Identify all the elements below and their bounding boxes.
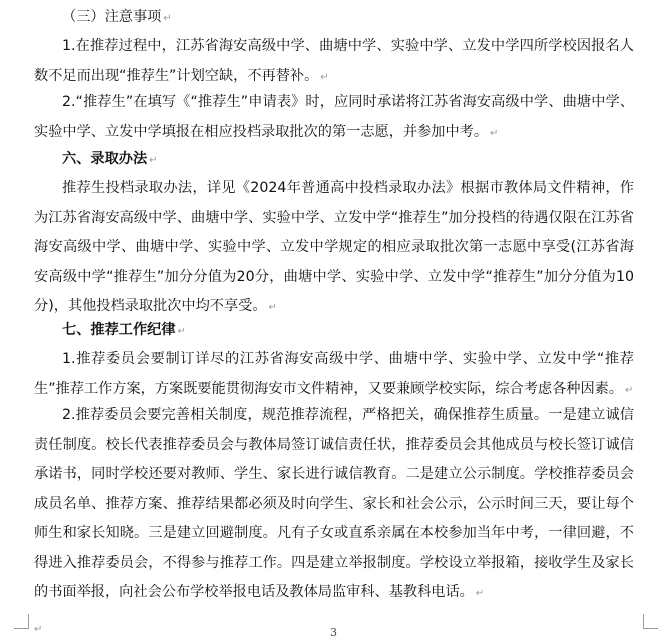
paragraph-mark-icon: ↵ [34,624,43,635]
notice-item-1-text: 1.在推荐过程中，江苏省海安高级中学、曲塘中学、实验中学、立发中学四所学校因报名人数不足而出现“推荐生”计划空缺，不再替补。 [34,38,634,84]
discipline-item-1-text: 1.推荐委员会要制订详尽的江苏省海安高级中学、曲塘中学、实验中学、立发中学“推荐生”推荐工作方案，方案既要能贯彻海安市文件精神，又要兼顾学校实际，综合考虑各种因素。 [34,351,634,397]
paragraph-mark-icon: ↵ [625,384,634,396]
discipline-item-2-text: 2.推荐委员会要完善相关制度，规范推荐流程，严格把关，确保推荐生质量。一是建立诚信责任制度。校长代表推荐委员会与教体局签订诚信责任状，推荐委员会其他成员与校长签订诚信承诺书，同时学校还要对教师、学生、家长进行诚信教育。二是建立公示制度。学校推荐委员会成员名单、推荐方案、推荐结果都必须及时向学生、家长和社会公示，公示时间三天，要让每个师生和家长知晓。三是建立回避制度。凡有子女或直系亲属在本校参加当年中考，一律回避，不得进入推荐委员会，不得参与推荐工作。四是建立举报制度。学校设立举报箱，接收学生及家长的书面举报，向社会公布学校举报电话及教体局监审科、基教科电话。 [34,407,634,600]
notice-item-2 [34,88,634,148]
paragraph-mark-icon: ↵ [490,127,499,139]
paragraph-mark-icon: ↵ [177,326,186,337]
paragraph-mark-icon: ↵ [475,588,485,599]
paragraph-mark-icon: ↵ [163,13,172,24]
section-title-admission [34,145,634,176]
page-number: 3 [330,626,337,639]
paragraph-mark-icon: ↵ [268,302,277,313]
paragraph-mark-icon: ↵ [149,155,158,166]
discipline-item-2 [34,401,634,609]
notice-item-1 [34,32,634,92]
section-title-admission-text: 六、录取办法 [62,151,148,167]
admission-paragraph [34,174,634,323]
discipline-item-1 [34,345,634,405]
admission-paragraph-text: 推荐生投档录取办法，详见《2024年普通高中投档录取办法》根据市教体局文件精神，作为江苏省海安高级中学、曲塘中学、实验中学、立发中学“推荐生”加分投档的待遇仅限在江苏省海安高级中学、曲塘中学、实验中学、立发中学规定的相应录取批次第一志愿中享受(江苏省海安高级中学“推荐生”加分分值为20分，曲塘中学、实验中学、立发中学“推荐生”加分分值为10分)，其他投档录取批次中均不享受。 [34,180,634,314]
subsection-title [34,3,634,34]
paragraph-mark-icon: ↵ [320,71,329,83]
subsection-title-text: （三）注意事项 [62,9,162,25]
section-title-discipline-text: 七、推荐工作纪律 [62,322,176,338]
notice-item-2-text: 2.“推荐生”在填写《“推荐生”申请表》时，应同时承诺将江苏省海安高级中学、曲塘中学、实验中学、立发中学填报在相应投档录取批次的第一志愿，并参加中考。 [34,94,634,140]
section-title-discipline [34,316,634,347]
